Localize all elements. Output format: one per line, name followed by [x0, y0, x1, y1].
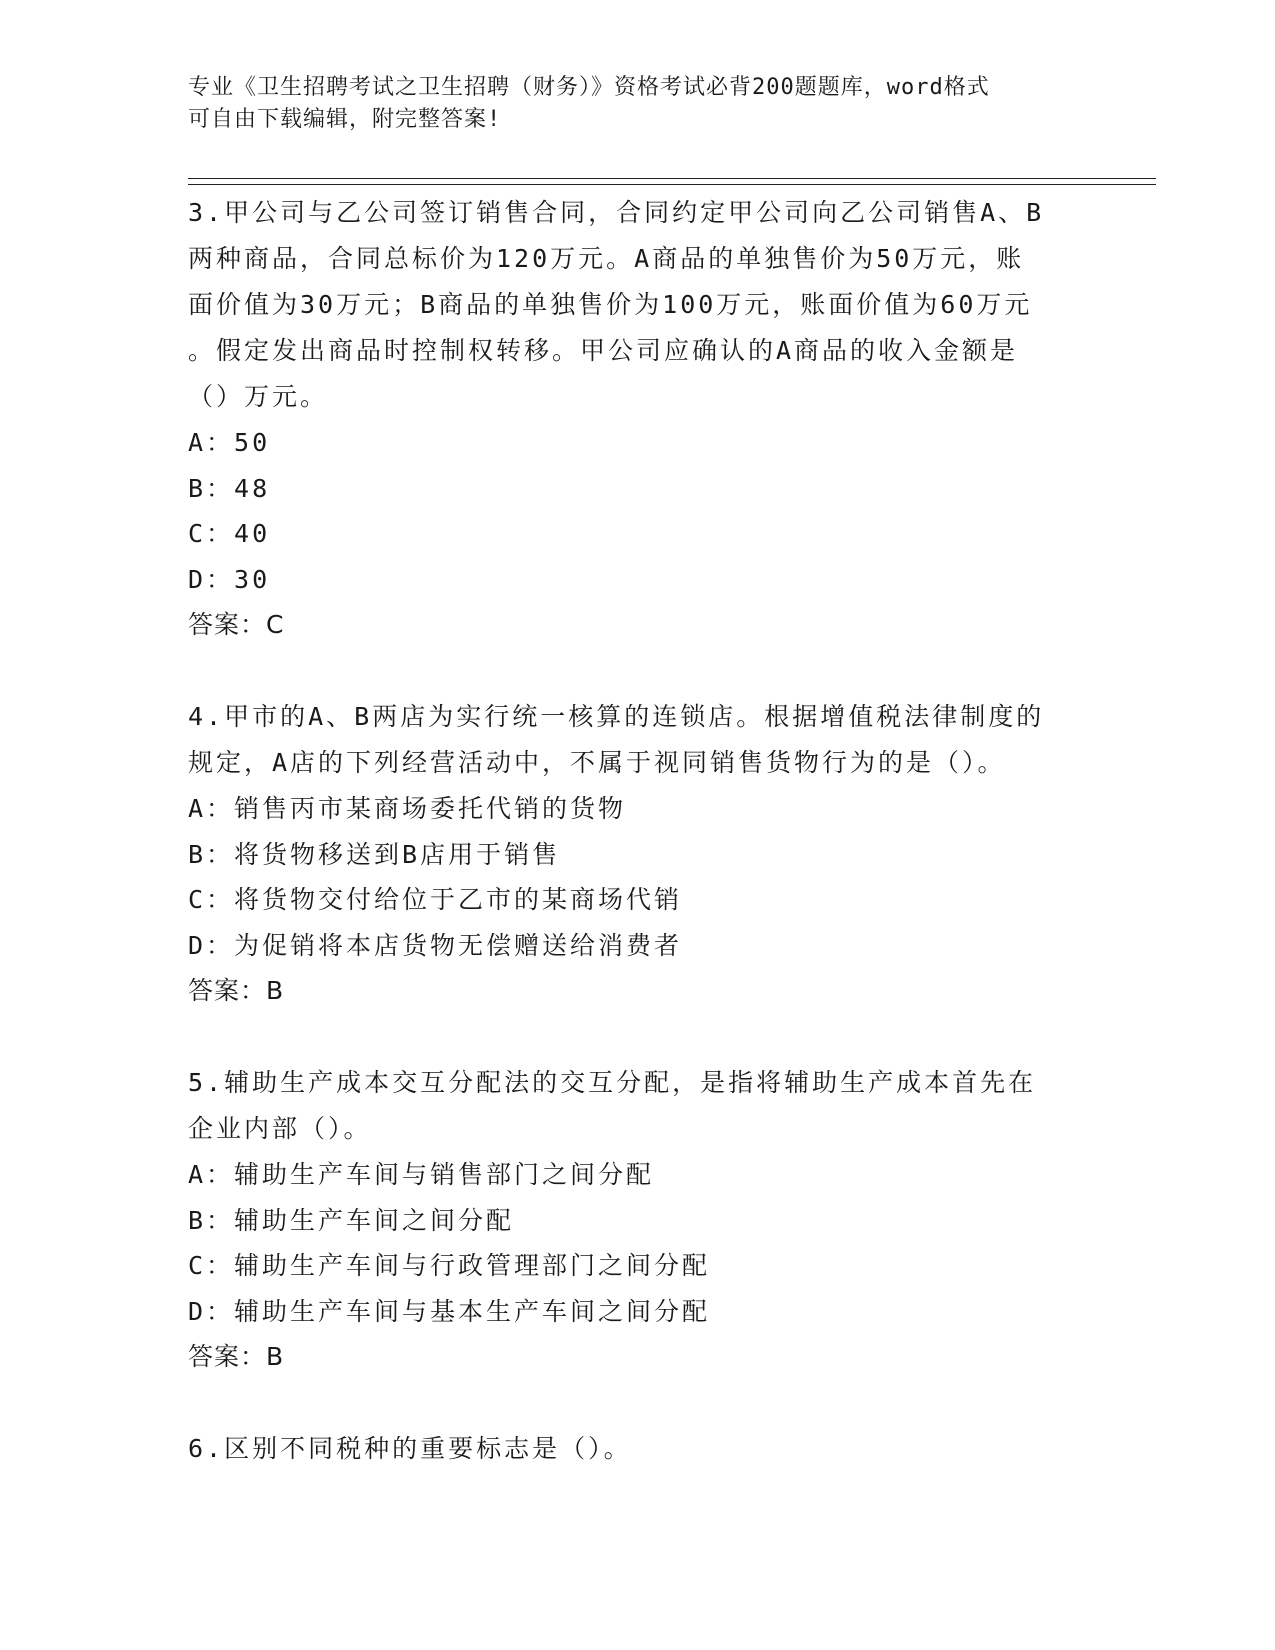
question-6: [188, 1426, 1088, 1472]
question-5: [188, 1060, 1088, 1380]
answer-line: 答案：C: [188, 610, 285, 639]
option-b: B：辅助生产车间之间分配: [188, 1205, 515, 1235]
question-text-line: 4.甲市的A、B两店为实行统一核算的连锁店。根据增值税法律制度的: [188, 702, 1045, 731]
question-3: [188, 190, 1088, 648]
question-text-line: （）万元。: [188, 382, 329, 411]
question-text-line: 规定，A店的下列经营活动中，不属于视同销售货物行为的是（）。: [188, 748, 1006, 777]
question-text-line: 企业内部（）。: [188, 1114, 372, 1143]
option-c: C：将货物交付给位于乙市的某商场代销: [188, 885, 683, 914]
header-line-1: 专业《卫生招聘考试之卫生招聘（财务）》资格考试必背200题题库，word格式: [188, 75, 990, 100]
option-c: C：辅助生产车间与行政管理部门之间分配: [188, 1251, 711, 1280]
question-text-line: 6.区别不同税种的重要标志是（）。: [188, 1434, 632, 1463]
question-text-line: 面价值为30万元；B商品的单独售价为100万元，账面价值为60万元: [188, 290, 1033, 319]
option-b: B：将货物移送到B店用于销售: [188, 839, 561, 869]
option-d: D：为促销将本店货物无偿赠送给消费者: [188, 930, 683, 960]
answer-line: 答案：B: [188, 1342, 285, 1371]
question-text-line: 5.辅助生产成本交互分配法的交互分配，是指将辅助生产成本首先在: [188, 1068, 1037, 1097]
question-text-line: 两种商品，合同总标价为120万元。A商品的单独售价为50万元，账: [188, 244, 1025, 273]
option-a: A：50: [188, 428, 271, 457]
question-list: [188, 190, 1088, 1518]
header-divider-bottom: [188, 184, 1156, 185]
question-text-line: 。假定发出商品时控制权转移。甲公司应确认的A商品的收入金额是: [188, 336, 1019, 365]
answer-line: 答案：B: [188, 976, 285, 1005]
option-c: C：40: [188, 519, 271, 548]
option-a: A：销售丙市某商场委托代销的货物: [188, 794, 627, 823]
option-a: A：辅助生产车间与销售部门之间分配: [188, 1160, 655, 1189]
document-header: [188, 72, 1068, 136]
question-text-line: 3.甲公司与乙公司签订销售合同，合同约定甲公司向乙公司销售A、B: [188, 198, 1045, 227]
header-line-2: 可自由下载编辑，附完整答案!: [188, 107, 502, 132]
header-divider-top: [188, 178, 1156, 179]
question-4: [188, 694, 1088, 1014]
option-d: D：30: [188, 564, 271, 594]
option-d: D：辅助生产车间与基本生产车间之间分配: [188, 1296, 711, 1326]
option-b: B：48: [188, 473, 271, 503]
